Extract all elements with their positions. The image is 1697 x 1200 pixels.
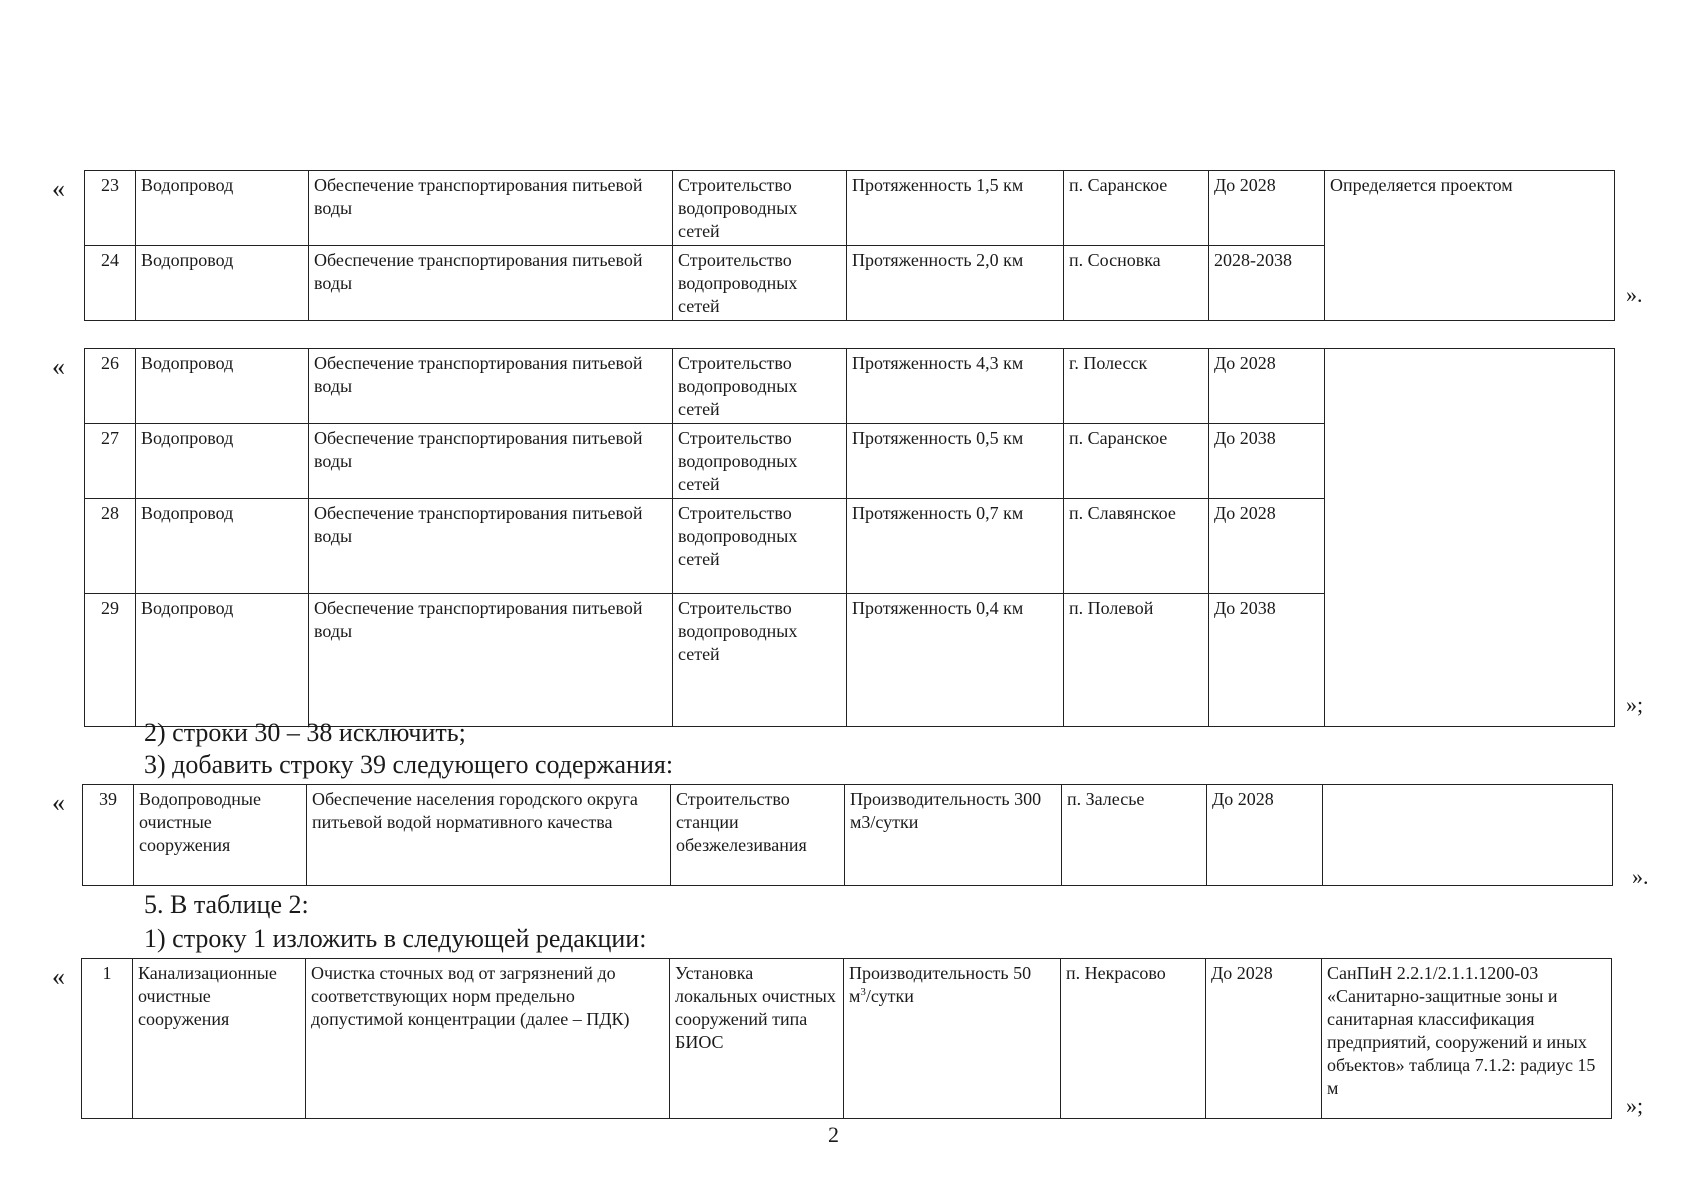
row-number: 29 [85, 594, 136, 727]
open-quote: « [52, 174, 65, 203]
open-quote: « [52, 962, 65, 991]
purpose-cell: Обеспечение транспортирования питьевой воды [309, 499, 673, 594]
work-cell: Строительство водопроводных сетей [673, 499, 847, 594]
capacity-unit: /сутки [865, 986, 914, 1006]
work-cell: Строительство водопроводных сетей [673, 349, 847, 424]
row-number: 26 [85, 349, 136, 424]
capacity-cell: Протяженность 0,7 км [847, 499, 1064, 594]
term-cell: До 2038 [1209, 424, 1325, 499]
work-cell: Установка локальных очистных сооружений типа БИОС [670, 959, 844, 1119]
term-cell: До 2028 [1209, 349, 1325, 424]
table-row [83, 785, 1613, 886]
location-cell: г. Полесск [1064, 349, 1209, 424]
purpose-cell: Обеспечение населения городского округа питьевой водой нормативного качества [307, 785, 671, 886]
note-cell [1325, 349, 1615, 727]
capacity-cell [844, 959, 1061, 1119]
open-quote: « [52, 352, 65, 381]
work-cell: Строительство водопроводных сетей [673, 424, 847, 499]
row-number: 1 [82, 959, 133, 1119]
row-number: 24 [85, 246, 136, 321]
paragraph-item-3: 3) добавить строку 39 следующего содержания: [144, 750, 674, 779]
work-cell: Строительство водопроводных сетей [673, 171, 847, 246]
close-quote: ». [1626, 282, 1643, 307]
term-cell: До 2038 [1209, 594, 1325, 727]
object-cell: Водопровод [136, 349, 309, 424]
table-block-3 [82, 784, 1613, 886]
close-quote: »; [1626, 1093, 1644, 1118]
close-quote: ». [1632, 864, 1649, 889]
capacity-cell: Протяженность 2,0 км [847, 246, 1064, 321]
capacity-text: Производительность 50 м [849, 963, 1032, 1006]
note-cell [1323, 785, 1613, 886]
row-number: 28 [85, 499, 136, 594]
capacity-cell: Производительность 300 м3/сутки [845, 785, 1062, 886]
term-cell: 2028-2038 [1209, 246, 1325, 321]
work-cell: Строительство водопроводных сетей [673, 594, 847, 727]
row-number: 39 [83, 785, 134, 886]
note-cell: Определяется проектом [1325, 171, 1615, 321]
object-cell: Водопровод [136, 594, 309, 727]
row-number: 23 [85, 171, 136, 246]
table-block-1 [84, 170, 1615, 321]
term-cell: До 2028 [1209, 171, 1325, 246]
object-cell: Водопровод [136, 246, 309, 321]
object-cell: Водопровод [136, 424, 309, 499]
location-cell: п. Сосновка [1064, 246, 1209, 321]
object-cell: Канализационные очистные сооружения [133, 959, 306, 1119]
capacity-cell: Протяженность 1,5 км [847, 171, 1064, 246]
location-cell: п. Полевой [1064, 594, 1209, 727]
purpose-cell: Обеспечение транспортирования питьевой воды [309, 246, 673, 321]
capacity-cell: Протяженность 0,4 км [847, 594, 1064, 727]
table-row [85, 171, 1615, 246]
table-block-2 [84, 348, 1615, 727]
paragraph-section-5: 5. В таблице 2: [144, 890, 309, 919]
object-cell: Водопровод [136, 499, 309, 594]
term-cell: До 2028 [1209, 499, 1325, 594]
paragraph-section-5-item-1: 1) строку 1 изложить в следующей редакции: [144, 924, 647, 953]
purpose-cell: Обеспечение транспортирования питьевой воды [309, 349, 673, 424]
table-row [85, 349, 1615, 424]
capacity-cell: Протяженность 0,5 км [847, 424, 1064, 499]
location-cell: п. Саранское [1064, 424, 1209, 499]
table-block-4 [81, 958, 1612, 1119]
work-cell: Строительство станции обезжелезивания [671, 785, 845, 886]
object-cell: Водопроводные очистные сооружения [134, 785, 307, 886]
term-cell: До 2028 [1207, 785, 1323, 886]
location-cell: п. Саранское [1064, 171, 1209, 246]
table-row [82, 959, 1612, 1119]
term-cell: До 2028 [1206, 959, 1322, 1119]
purpose-cell: Обеспечение транспортирования питьевой воды [309, 594, 673, 727]
open-quote: « [52, 788, 65, 817]
close-quote: »; [1626, 692, 1644, 717]
work-cell: Строительство водопроводных сетей [673, 246, 847, 321]
purpose-cell: Очистка сточных вод от загрязнений до соответствующих норм предельно допустимой концентрации (далее – ПДК) [306, 959, 670, 1119]
capacity-cell: Протяженность 4,3 км [847, 349, 1064, 424]
page-number: 2 [828, 1122, 839, 1147]
capacity-superscript: 3 [860, 986, 866, 998]
note-cell: СанПиН 2.2.1/2.1.1.1200-03 «Санитарно-защитные зоны и санитарная классификация предприятий, сооружений и иных объектов» таблица 7.1.2: радиус 15 м [1322, 959, 1612, 1119]
object-cell: Водопровод [136, 171, 309, 246]
location-cell: п. Славянское [1064, 499, 1209, 594]
purpose-cell: Обеспечение транспортирования питьевой воды [309, 424, 673, 499]
location-cell: п. Залесье [1062, 785, 1207, 886]
paragraph-item-2: 2) строки 30 – 38 исключить; [144, 718, 466, 747]
location-cell: п. Некрасово [1061, 959, 1206, 1119]
purpose-cell: Обеспечение транспортирования питьевой воды [309, 171, 673, 246]
row-number: 27 [85, 424, 136, 499]
